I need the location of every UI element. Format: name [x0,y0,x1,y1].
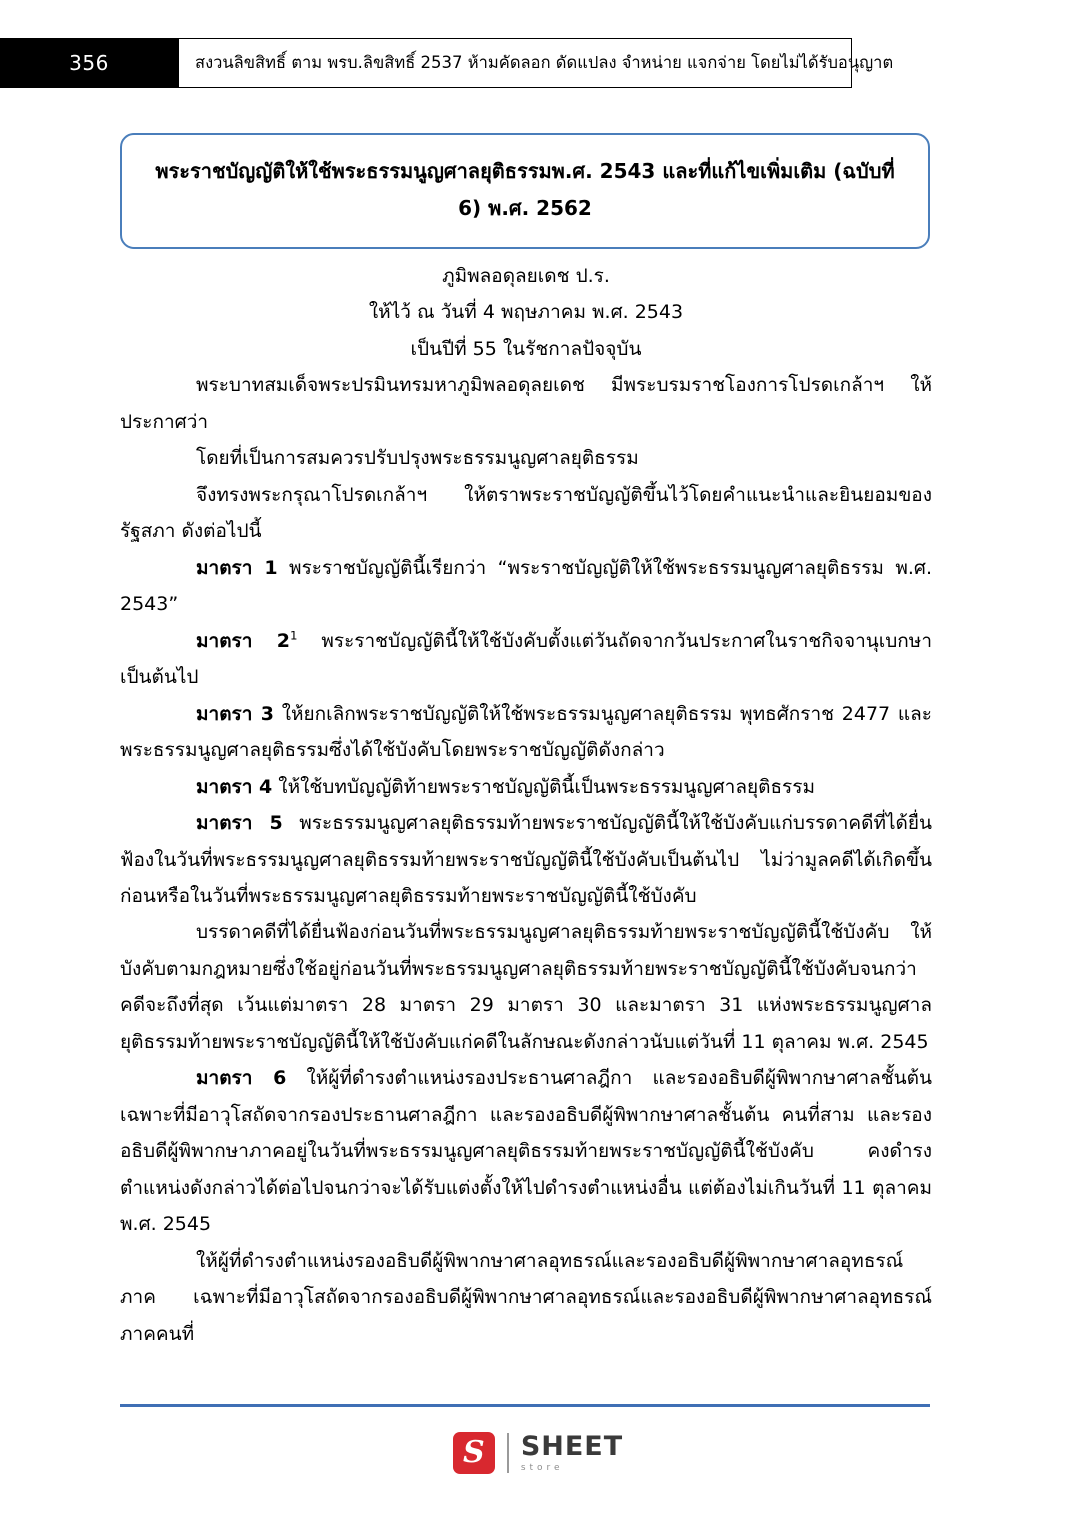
preamble-line-3: เป็นปีที่ 55 ในรัชกาลปัจจุบัน [410,337,642,360]
section-2-label: มาตรา 2 [196,629,291,652]
section-6-text: ให้ผู้ที่ดำรงตำแหน่งรองประธานศาลฎีกา และรองอธิบดีผู้พิพากษาศาลชั้นต้น เฉพาะที่มีอาวุโสถัดจากรองประธานศาลฎีกา และรองอธิบดีผู้พิพากษาศาลชั้นต้น คนที่สาม และรองอธิบดีผู้พิพากษาภาคอยู่ในวันที่พระธรรมนูญศาลยุติธรรมท้ายพระราชบัญญัตินี้ใช้บังคับ คงดำรงตำแหน่งดังกล่าวได้ต่อไปจนกว่าจะได้รับแต่งตั้งให้ไปดำรงตำแหน่งอื่น แต่ต้องไม่เกินวันที่ 11 ตุลาคม พ.ศ. 2545 [120,1067,932,1236]
page-number: 356 [0,38,178,88]
section-2-text: พระราชบัญญัตินี้ให้ใช้บังคับตั้งแต่วันถัดจากวันประกาศในราชกิจจานุเบกษาเป็นต้นไป [120,629,932,689]
preamble-line-2: ให้ไว้ ณ วันที่ 4 พฤษภาคม พ.ศ. 2543 [368,301,684,324]
section-2-footnote-marker: 1 [290,628,298,643]
section-5-label: มาตรา 5 [196,812,283,835]
paragraph-enactment: จึงทรงพระกรุณาโปรดเกล้าฯ ให้ตราพระราชบัญญัติขึ้นไว้โดยคำแนะนำและยินยอมของรัฐสภา ดังต่อไปนี้ [120,483,932,543]
logo-divider [507,1433,509,1473]
section-4-label: มาตรา 4 [196,775,273,798]
paragraph-rationale: โดยที่เป็นการสมควรปรับปรุงพระธรรมนูญศาลยุติธรรม [196,447,639,470]
section-3 [120,696,932,769]
section-3-text: ให้ยกเลิกพระราชบัญญัติให้ใช้พระธรรมนูญศาลยุติธรรม พุทธศักราช 2477 และพระธรรมนูญศาลยุติธรรมซึ่งได้ใช้บังคับโดยพระราชบัญญัติดังกล่าว [120,702,932,762]
section-6-paragraph-2: ให้ผู้ที่ดำรงตำแหน่งรองอธิบดีผู้พิพากษาศาลอุทธรณ์และรองอธิบดีผู้พิพากษาศาลอุทธรณ์ภาค เฉพาะที่มีอาวุโสถัดจากรองอธิบดีผู้พิพากษาศาลอุทธรณ์และรองอธิบดีผู้พิพากษาศาลอุทธรณ์ภาคคนที่ [120,1249,932,1345]
logo-word: SHEET [520,1431,624,1462]
section-5 [120,805,932,914]
preamble-line-1: ภูมิพลอดุลยเดช ป.ร. [442,265,610,287]
section-1 [120,550,932,623]
logo-subtext: store [520,1463,564,1473]
footer-logo [0,1432,1076,1474]
section-1-text: พระราชบัญญัตินี้เรียกว่า “พระราชบัญญัติให้ใช้พระธรรมนูญศาลยุติธรรม พ.ศ. 2543” [120,556,932,616]
document-title: พระราชบัญญัติให้ใช้พระธรรมนูญศาลยุติธรรมพ.ศ. 2543 และที่แก้ไขเพิ่มเติม (ฉบับที่ 6) พ.ศ. 2562 [120,133,930,249]
footer-divider [120,1404,930,1407]
logo-wordmark [521,1433,623,1473]
copyright-notice: สงวนลิขสิทธิ์ ตาม พรบ.ลิขสิทธิ์ 2537 ห้ามคัดลอก ดัดแปลง จำหน่าย แจกจ่าย โดยไม่ได้รับอนุญาต [178,38,852,88]
page-header [0,38,1076,88]
sheet-store-logo-icon: S [453,1432,495,1474]
section-5-paragraph-2: บรรดาคดีที่ได้ยื่นฟ้องก่อนวันที่พระธรรมนูญศาลยุติธรรมท้ายพระราชบัญญัตินี้ใช้บังคับ ให้บังคับตามกฎหมายซึ่งใช้อยู่ก่อนวันที่พระธรรมนูญศาลยุติธรรมท้ายพระราชบัญญัตินี้ใช้บังคับจนกว่าคดีจะถึงที่สุด เว้นแต่มาตรา 28 มาตรา 29 มาตรา 30 และมาตรา 31 แห่งพระธรรมนูญศาล ยุติธรรมท้ายพระราชบัญญัตินี้ให้ใช้บังคับแก่คดีในลักษณะดังกล่าวนับแต่วันที่ 11 ตุลาคม พ.ศ. 2545 [120,921,932,1053]
document-body [120,258,932,1352]
paragraph-proclamation: พระบาทสมเด็จพระปรมินทรมหาภูมิพลอดุลยเดช มีพระบรมราชโองการโปรดเกล้าฯ ให้ประกาศว่า [120,374,932,433]
section-5-text: พระธรรมนูญศาลยุติธรรมท้ายพระราชบัญญัตินี้ให้ใช้บังคับแก่บรรดาคดีที่ได้ยื่นฟ้องในวันที่พระธรรมนูญศาลยุติธรรมท้ายพระราชบัญญัตินี้ใช้บังคับเป็นต้นไป ไม่ว่ามูลคดีได้เกิดขึ้นก่อนหรือในวันที่พระธรรมนูญศาลยุติธรรมท้ายพระราชบัญญัตินี้ใช้บังคับ [120,812,932,907]
section-3-label: มาตรา 3 [196,702,274,725]
section-1-label: มาตรา 1 [196,556,278,579]
section-6-label: มาตรา 6 [196,1067,287,1090]
section-4-text: ให้ใช้บทบัญญัติท้ายพระราชบัญญัตินี้เป็นพระธรรมนูญศาลยุติธรรม [272,775,815,798]
section-2 [120,623,932,696]
section-6 [120,1060,932,1242]
section-4 [120,769,932,805]
